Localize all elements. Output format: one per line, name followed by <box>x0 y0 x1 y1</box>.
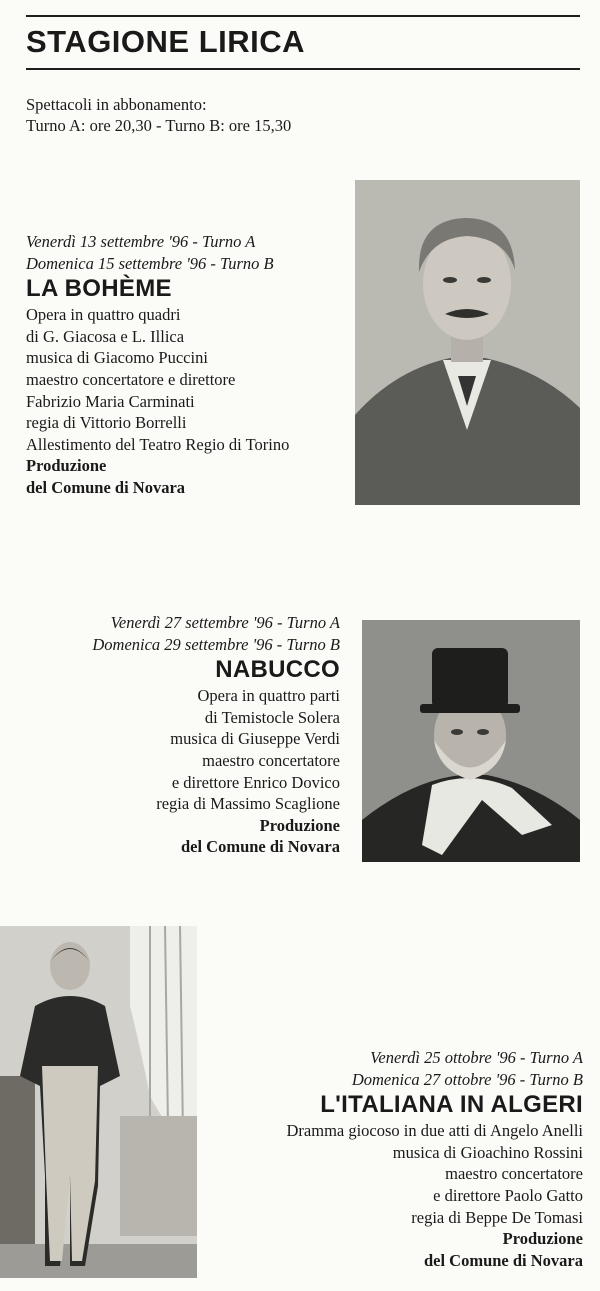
rossini-portrait-image <box>0 926 197 1278</box>
opera-detail: musica di Giacomo Puccini <box>26 348 208 368</box>
opera-production: Produzione <box>502 1229 583 1249</box>
opera-italiana <box>190 1047 583 1271</box>
opera-date-b: Domenica 29 settembre '96 - Turno B <box>92 634 340 654</box>
opera-date-a: Venerdì 13 settembre '96 - Turno A <box>26 232 256 251</box>
intro-times: Turno A: ore 20,30 - Turno B: ore 15,30 <box>26 116 292 135</box>
intro <box>26 94 291 136</box>
opera-title: L'ITALIANA IN ALGERI <box>320 1091 583 1119</box>
opera-detail: maestro concertatore e direttore <box>26 369 236 389</box>
opera-production: del Comune di Novara <box>423 1250 583 1270</box>
opera-date-a: Venerdì 27 settembre '96 - Turno A <box>110 613 340 632</box>
opera-detail: Fabrizio Maria Carminati <box>26 391 195 411</box>
opera-date-b: Domenica 15 settembre '96 - Turno B <box>26 253 274 273</box>
title-rule <box>26 68 580 70</box>
opera-detail: di Temistocle Solera <box>204 707 340 727</box>
opera-date-a: Venerdì 25 ottobre '96 - Turno A <box>370 1048 583 1067</box>
opera-detail: Opera in quattro quadri <box>26 305 181 325</box>
opera-detail: regia di Vittorio Borrelli <box>26 413 187 433</box>
opera-detail: musica di Gioachino Rossini <box>392 1142 583 1162</box>
opera-detail: maestro concertatore <box>445 1164 583 1184</box>
opera-detail: musica di Giuseppe Verdi <box>170 729 340 749</box>
opera-nabucco <box>20 612 340 858</box>
opera-production: Produzione <box>259 815 340 835</box>
intro-subscription: Spettacoli in abbonamento: <box>26 95 207 114</box>
opera-production: del Comune di Novara <box>26 477 186 497</box>
opera-production: Produzione <box>26 456 107 476</box>
opera-title: LA BOHÈME <box>26 275 172 303</box>
puccini-portrait-image <box>355 180 580 505</box>
opera-detail: di G. Giacosa e L. Illica <box>26 326 185 346</box>
opera-production: del Comune di Novara <box>180 837 340 857</box>
page-title: STAGIONE LIRICA <box>26 24 306 59</box>
opera-detail: Allestimento del Teatro Regio di Torino <box>26 434 290 454</box>
opera-title: NABUCCO <box>215 656 340 684</box>
opera-detail: e direttore Paolo Gatto <box>433 1185 583 1205</box>
opera-detail: Dramma giocoso in due atti di Angelo Anelli <box>286 1121 583 1141</box>
opera-detail: maestro concertatore <box>202 750 340 770</box>
opera-detail: e direttore Enrico Dovico <box>171 772 340 792</box>
top-rule <box>26 15 580 17</box>
opera-detail: Opera in quattro parti <box>197 686 340 706</box>
opera-detail: regia di Beppe De Tomasi <box>411 1207 583 1227</box>
opera-date-b: Domenica 27 ottobre '96 - Turno B <box>351 1069 583 1089</box>
verdi-portrait-image <box>362 620 580 862</box>
opera-detail: regia di Massimo Scaglione <box>156 794 340 814</box>
opera-boheme <box>26 231 356 499</box>
